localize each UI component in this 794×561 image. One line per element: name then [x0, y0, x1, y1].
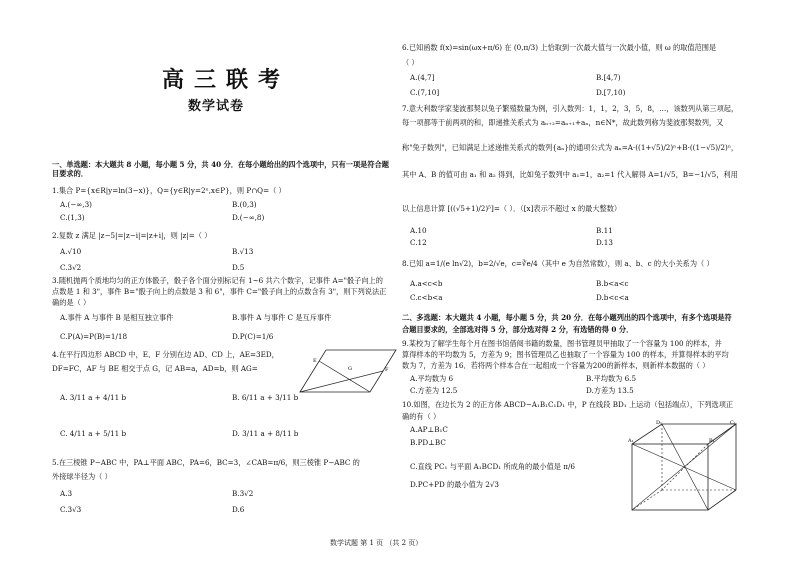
- q3-stem-line2: 点数是 1 和 3"，事件 B="骰子向上的点数是 3 和 6"，事件 C="骰子向上的点数含有 3"，则下列说法正: [52, 287, 387, 296]
- q2-option-d: D.5: [232, 263, 245, 272]
- q7-option-c: C.12: [410, 238, 427, 247]
- q10-stem-line2: 确的有（ ）: [402, 412, 441, 421]
- figure-label-g: G: [348, 366, 352, 372]
- q3-option-d: D.P(C)=1/6: [232, 332, 274, 341]
- q3-stem-line3: 确的是（ ）: [52, 298, 91, 307]
- q5-option-b: B.3√2: [232, 489, 254, 498]
- q4-option-a: A. 3/11 a + 4/11 b: [60, 393, 127, 402]
- q3-option-b: B.事件 A 与事件 C 是互斥事件: [232, 313, 332, 322]
- q1-stem: 1.集合 P={x∈R|y=ln(3−x)}，Q={y∈R|y=2ˣ,x∈P}，则 P∩Q=（ ）: [52, 186, 286, 195]
- exam-title: 高三联考: [162, 67, 291, 93]
- q6-option-c: C.(7,10]: [410, 88, 440, 97]
- cube-label-d1: D₁: [656, 420, 663, 426]
- q8-option-a: A.a<c<b: [410, 279, 443, 288]
- q8-option-b: B.b<a<c: [596, 279, 629, 288]
- q9-option-a: A.平均数为 6: [410, 374, 454, 383]
- q2-stem: 2.复数 z 满足 |z−5|=|z−i|=|z+i|，则 |z|=（ ）: [52, 231, 212, 240]
- q7-stem-line2: 每一项都等于前两项的和，即递推关系式为 aₙ₊₂=aₙ₊₁+aₙ，n∈N*，故此数列称为斐波那契数列，又: [402, 118, 724, 127]
- q9-option-c: C.方差为 12.5: [410, 386, 458, 395]
- q2-option-a: A.√10: [60, 247, 82, 256]
- q8-option-d: D.b<c<a: [596, 293, 629, 302]
- q5-option-d: D.6: [232, 505, 245, 514]
- q9-option-d: D.方差为 13.5: [586, 386, 634, 395]
- q1-option-a: A.(−∞,3): [60, 200, 92, 209]
- q9-stem-line2: 算得样本的平均数为 5，方差为 9；图书管理员乙也抽取了一个容量为 100 的样本，并算得样本的平均: [402, 350, 729, 359]
- q8-option-c: C.c<b<a: [410, 293, 443, 302]
- q1-option-c: C.(1,3): [60, 213, 85, 222]
- q6-option-b: B.[4,7): [596, 73, 621, 82]
- q7-option-b: B.11: [596, 226, 613, 235]
- q4-stem-line1: 4.在平行四边形 ABCD 中，E、F 分别在边 AD、CD 上，AE=3ED，: [52, 350, 279, 359]
- q10-stem-line1: 10.如图，在边长为 2 的正方体 ABCD−A₁B₁C₁D₁ 中，P 在线段 BD₁ 上运动（包括端点），下列选项正: [402, 400, 734, 409]
- q10-option-c: C.直线 PC₁ 与平面 A₁BCD₁ 所成角的最小值是 π/6: [410, 462, 575, 471]
- q2-option-c: C.3√2: [60, 263, 82, 272]
- q5-stem-line1: 5.在三棱锥 P−ABC 中，PA⊥平面 ABC，PA=6，BC=3，∠CAB=π/6，则三棱锥 P−ABC 的: [52, 458, 360, 467]
- q1-option-d: D.(−∞,8): [232, 213, 265, 222]
- q7-option-d: D.13: [596, 238, 613, 247]
- cube-label-b1: B₁: [709, 438, 715, 444]
- q5-stem-line2: 外接球半径为（ ）: [52, 472, 112, 481]
- cube-label-c1: C₁: [730, 420, 736, 426]
- q7-stem-line4: 其中 A、B 的值可由 a₁ 和 a₂ 得到，比如兔子数列中 a₁=1，a₂=1 代入解得 A=1/√5，B=−1/√5，利用: [402, 170, 738, 179]
- q2-option-b: B.√13: [232, 247, 254, 256]
- q5-option-c: C.3√3: [60, 505, 82, 514]
- q4-stem-line2: DF=FC，AF 与 BE 相交于点 G，记 AB=a，AD=b，则 AG=: [52, 364, 258, 373]
- page-footer: 数学试题 第 1 页 （共 2 页）: [330, 539, 423, 547]
- q6-option-d: D.[7,10): [596, 88, 626, 97]
- q7-option-a: A.10: [410, 226, 427, 235]
- q10-option-a: A.AP⊥B₁C: [410, 425, 448, 434]
- q6-option-a: A.(4,7]: [410, 73, 435, 82]
- q3-stem-line1: 3.随机抛两个质地均匀的正方体骰子，骰子各个面分别标记有 1~6 共六个数字，记事件 A="骰子向上的: [52, 276, 383, 285]
- section2-heading-line1: 二、多选题：本大题共 4 小题，每小题 5 分，共 20 分．在每小题列出的四个选项中，有多个选项是符: [402, 313, 732, 322]
- q4-option-c: C. 4/11 a + 5/11 b: [60, 429, 127, 438]
- q5-option-a: A.3: [60, 489, 73, 498]
- figure-label-f: F: [385, 367, 389, 373]
- q1-option-b: B.(0,3): [232, 200, 257, 209]
- q10-option-d: D.PC+PD 的最小值为 2√3: [410, 480, 499, 489]
- figure-label-e: E: [313, 358, 317, 364]
- q6-stem-line1: 6.已知函数 f(x)=sin(ωx+π/6) 在 (0,π/3) 上恰取到一次最大值与一次最小值，则 ω 的取值范围是: [402, 43, 717, 52]
- q9-option-b: B.平均数为 6.5: [586, 374, 637, 383]
- q3-option-c: C.P(A)=P(B)=1/18: [60, 332, 128, 341]
- parallelogram-figure: [296, 346, 400, 396]
- q7-stem-line5: 以上信息计算 [((√5+1)/2)⁵]=（ ）．（[x]表示不超过 x 的最大整数）: [402, 204, 622, 213]
- q6-stem-line2: （ ）: [402, 58, 419, 67]
- q9-stem-line3: 数为 7，方差为 16．若将两个样本合在一起组成一个容量为200的新样本，则新样本数据的（ ）: [402, 361, 710, 370]
- q10-option-b: B.PD⊥BC: [410, 438, 446, 447]
- q9-stem-line1: 9.某校为了解学生每个月在图书馆借阅书籍的数量，图书管理员甲抽取了一个容量为 100 的样本，并: [402, 339, 722, 348]
- q4-option-d: D. 3/11 a + 8/11 b: [232, 429, 299, 438]
- cube-label-a1: A₁: [628, 438, 634, 444]
- section2-heading-line2: 合题目要求的，全部选对得 5 分，部分选对得 2 分，有选错的得 0 分．: [402, 325, 634, 334]
- q7-stem-line3: 称"兔子数列"，已知满足上述递推关系式的数列{aₙ}的通项公式为 aₙ=A·((1+√5)/2)ⁿ+B·((1−√5)/2)ⁿ，: [402, 143, 739, 152]
- cube-figure: [628, 420, 740, 512]
- q3-option-a: A.事件 A 与事件 B 是相互独立事件: [60, 313, 174, 322]
- q7-stem-line1: 7.意大利数学家斐波那契以兔子繁殖数量为例，引入数列：1，1，2，3，5，8，…，该数列从第三项起，: [402, 104, 739, 113]
- q8-stem: 8.已知 a=1/(e ln√2)，b=2/√e，c=∛e/4（其中 e 为自然常数），则 a、b、c 的大小关系为（ ）: [402, 259, 714, 268]
- q4-option-b: B. 6/11 a + 3/11 b: [232, 393, 299, 402]
- section1-heading: 一、单选题：本大题共 8 小题，每小题 5 分，共 40 分．在每小题给出的四个选项中，只有一项是符合题目要求的．: [52, 160, 389, 178]
- exam-subtitle: 数学试卷: [188, 99, 245, 114]
